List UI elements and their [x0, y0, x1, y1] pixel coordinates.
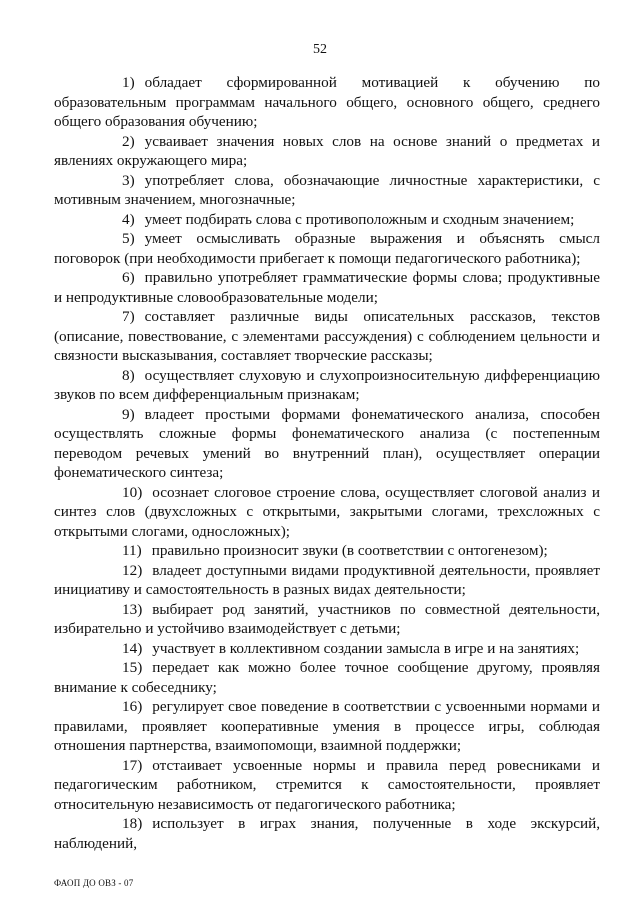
item-number: 1) — [122, 74, 135, 91]
item-number: 10) — [122, 483, 143, 501]
item-text: использует в играх знания, полученные в ходе экскурсий, наблюдений, — [54, 815, 600, 852]
item-text: обладает сформированной мотивацией к обучению по образовательным программам начального общего, основного общего, среднего общего образования обучению; — [54, 74, 600, 130]
list-item — [54, 561, 600, 600]
list-item — [54, 658, 600, 697]
item-text: употребляет слова, обозначающие личностные характеристики, с мотивным значением, многозначные; — [54, 171, 600, 208]
page-number: 52 — [313, 42, 327, 57]
item-number: 13) — [122, 600, 143, 618]
requirements-list — [54, 73, 600, 853]
item-number: 4) — [122, 210, 135, 228]
item-text: регулирует свое поведение в соответствии с усвоенными нормами и правилами, проявляет кооперативные умения в процессе игры, соблюдая отношения партнерства, взаимопомощи, взаимной поддержки; — [54, 698, 600, 754]
item-number: 11) — [122, 542, 142, 559]
item-number: 8) — [122, 366, 135, 384]
document-footer: ФАОП ДО ОВЗ - 07 — [54, 878, 134, 888]
item-number: 9) — [122, 405, 135, 423]
item-number: 6) — [122, 269, 135, 286]
item-text: осознает слоговое строение слова, осуществляет слоговой анализ и синтез слов (двухсложных с открытыми, закрытыми слогами, трехсложных с открытыми слогами, односложных); — [54, 483, 600, 540]
list-item — [54, 73, 600, 132]
list-item — [54, 210, 600, 230]
list-item — [54, 814, 600, 853]
list-item — [54, 541, 600, 561]
item-text: владеет доступными видами продуктивной деятельности, проявляет инициативу и самостоятельность в разных видах деятельности; — [54, 561, 600, 598]
item-number: 18) — [122, 815, 143, 832]
list-item — [54, 229, 600, 268]
list-item — [54, 600, 600, 639]
list-item — [54, 697, 600, 756]
item-number: 14) — [122, 639, 143, 657]
item-number: 17) — [122, 756, 143, 774]
item-text: осуществляет слуховую и слухопроизносительную дифференциацию звуков по всем дифференциальным признакам; — [54, 366, 600, 403]
list-item — [54, 132, 600, 171]
item-number: 2) — [122, 132, 135, 150]
item-text: умеет осмысливать образные выражения и объяснять смысл поговорок (при необходимости прибегает к помощи педагогического работника); — [54, 230, 600, 267]
item-text: умеет подбирать слова с противоположным и сходным значением; — [144, 210, 575, 228]
item-text: усваивает значения новых слов на основе знаний о предметах и явлениях окружающего мира; — [54, 132, 600, 169]
list-item — [54, 366, 600, 405]
list-item — [54, 483, 600, 542]
item-number: 3) — [122, 171, 135, 189]
list-item — [54, 171, 600, 210]
item-text: правильно произносит звуки (в соответствии с онтогенезом); — [151, 542, 548, 559]
item-number: 15) — [122, 659, 143, 676]
list-item — [54, 756, 600, 815]
item-text: владеет простыми формами фонематического анализа, способен осуществлять сложные формы фонематического анализа (с постепенным переводом речевых умений во внутренний план), осуществляет операции фонематического синтеза; — [54, 405, 600, 481]
item-text: отстаивает усвоенные нормы и правила перед ровесниками и педагогическим работником, стремится к самостоятельности, проявляет относительную независимость от педагогического работника; — [54, 756, 600, 813]
list-item — [54, 639, 600, 659]
list-item — [54, 405, 600, 483]
list-item — [54, 307, 600, 366]
list-item — [54, 268, 600, 307]
item-text: передает как можно более точное сообщение другому, проявляя внимание к собеседнику; — [54, 659, 600, 696]
item-text: правильно употребляет грамматические формы слова; продуктивные и непродуктивные словообразовательные модели; — [54, 269, 600, 306]
item-text: составляет различные виды описательных рассказов, текстов (описание, повествование, с элементами рассуждения) с соблюдением цельности и связности высказывания, составляет творческие рассказы; — [54, 308, 600, 364]
item-number: 5) — [122, 230, 135, 247]
item-text: выбирает род занятий, участников по совместной деятельности, избирательно и устойчиво взаимодействует с детьми; — [54, 600, 600, 637]
item-number: 16) — [122, 698, 143, 715]
item-number: 12) — [122, 561, 143, 579]
item-number: 7) — [122, 308, 135, 325]
item-text: участвует в коллективном создании замысла в игре и на занятиях; — [152, 639, 580, 657]
